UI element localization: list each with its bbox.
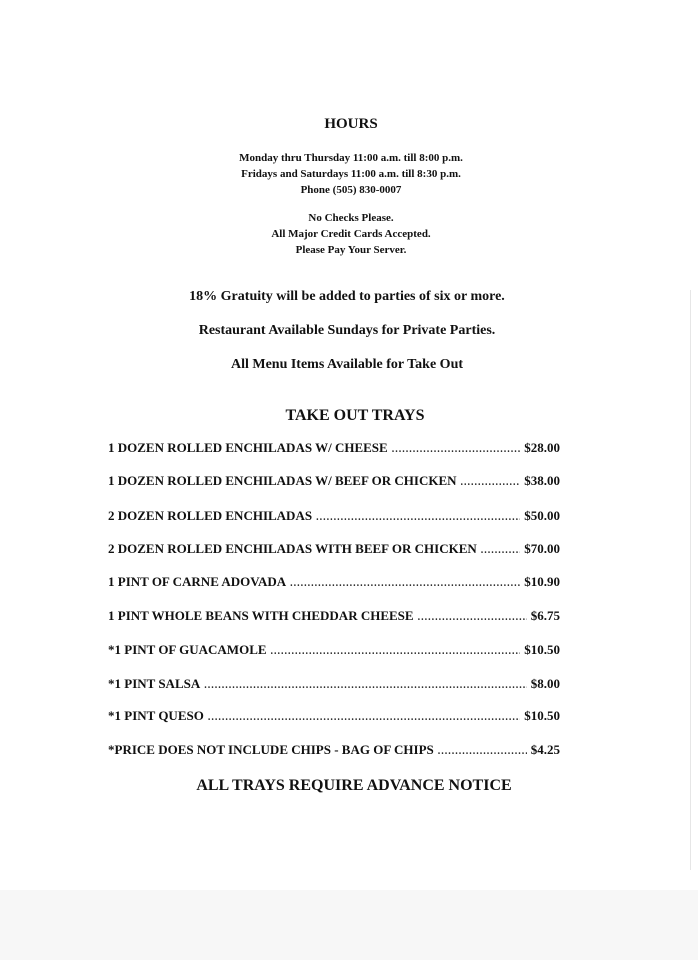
menu-item <box>108 574 560 590</box>
menu-item-name: 1 PINT OF CARNE ADOVADA <box>108 574 287 589</box>
menu-item-price: $70.00 <box>524 541 560 556</box>
leader-dots <box>481 545 520 556</box>
leader-dots <box>461 477 521 488</box>
menu-item <box>108 508 560 524</box>
leader-dots <box>438 746 527 757</box>
menu-item-name: 1 DOZEN ROLLED ENCHILADAS W/ BEEF OR CHICKEN <box>108 473 457 488</box>
gratuity-notice: 18% Gratuity will be added to parties of six or more. <box>189 289 505 304</box>
menu-item-price: $10.90 <box>524 574 560 589</box>
menu-item-price: $8.00 <box>530 676 560 691</box>
policy-credit-cards: All Major Credit Cards Accepted. <box>271 228 431 240</box>
menu-item <box>108 608 560 624</box>
menu-item-name: *1 PINT QUESO <box>108 708 204 723</box>
menu-item-price: $50.00 <box>524 508 560 523</box>
menu-item-price: $10.50 <box>524 642 560 657</box>
menu-item-price: $38.00 <box>524 473 560 488</box>
menu-item <box>108 440 560 456</box>
leader-dots <box>290 578 520 589</box>
menu-item-name: 1 DOZEN ROLLED ENCHILADAS W/ CHEESE <box>108 440 388 455</box>
menu-item <box>108 642 560 658</box>
menu-item-price: $6.75 <box>530 608 560 623</box>
leader-dots <box>204 680 527 691</box>
hours-weekend: Fridays and Saturdays 11:00 a.m. till 8:30 p.m. <box>241 168 461 180</box>
advance-notice-footer: ALL TRAYS REQUIRE ADVANCE NOTICE <box>196 777 512 794</box>
menu-item-name: *PRICE DOES NOT INCLUDE CHIPS - BAG OF CHIPS <box>108 742 434 757</box>
menu-item <box>108 708 560 724</box>
hours-weekday: Monday thru Thursday 11:00 a.m. till 8:00 p.m. <box>239 152 463 164</box>
menu-item-price: $28.00 <box>524 440 560 455</box>
menu-item-price: $4.25 <box>530 742 560 757</box>
take-out-notice: All Menu Items Available for Take Out <box>230 357 464 372</box>
leader-dots <box>418 612 527 623</box>
menu-item-name: 2 DOZEN ROLLED ENCHILADAS <box>108 508 313 523</box>
take-out-trays-heading: TAKE OUT TRAYS <box>285 407 425 424</box>
hours-block <box>2 150 698 198</box>
leader-dots <box>316 512 520 523</box>
menu-item <box>108 742 560 758</box>
hours-heading: HOURS <box>324 116 378 132</box>
phone-number: Phone (505) 830-0007 <box>300 184 402 196</box>
menu-item <box>108 541 560 557</box>
menu-item <box>108 473 560 489</box>
leader-dots <box>208 712 520 723</box>
menu-item-name: *1 PINT SALSA <box>108 676 201 691</box>
payment-policy-block <box>2 210 698 258</box>
private-parties-notice: Restaurant Available Sundays for Private Parties. <box>198 323 496 338</box>
menu-item-name: *1 PINT OF GUACAMOLE <box>108 642 267 657</box>
policy-pay-server: Please Pay Your Server. <box>295 244 407 256</box>
menu-item-name: 1 PINT WHOLE BEANS WITH CHEDDAR CHEESE <box>108 608 414 623</box>
menu-item-price: $10.50 <box>524 708 560 723</box>
menu-item-name: 2 DOZEN ROLLED ENCHILADAS WITH BEEF OR CHICKEN <box>108 541 477 556</box>
page-bottom-margin <box>0 890 698 960</box>
leader-dots <box>392 444 521 455</box>
policy-no-checks: No Checks Please. <box>308 212 394 224</box>
leader-dots <box>271 646 521 657</box>
menu-item <box>108 676 560 692</box>
